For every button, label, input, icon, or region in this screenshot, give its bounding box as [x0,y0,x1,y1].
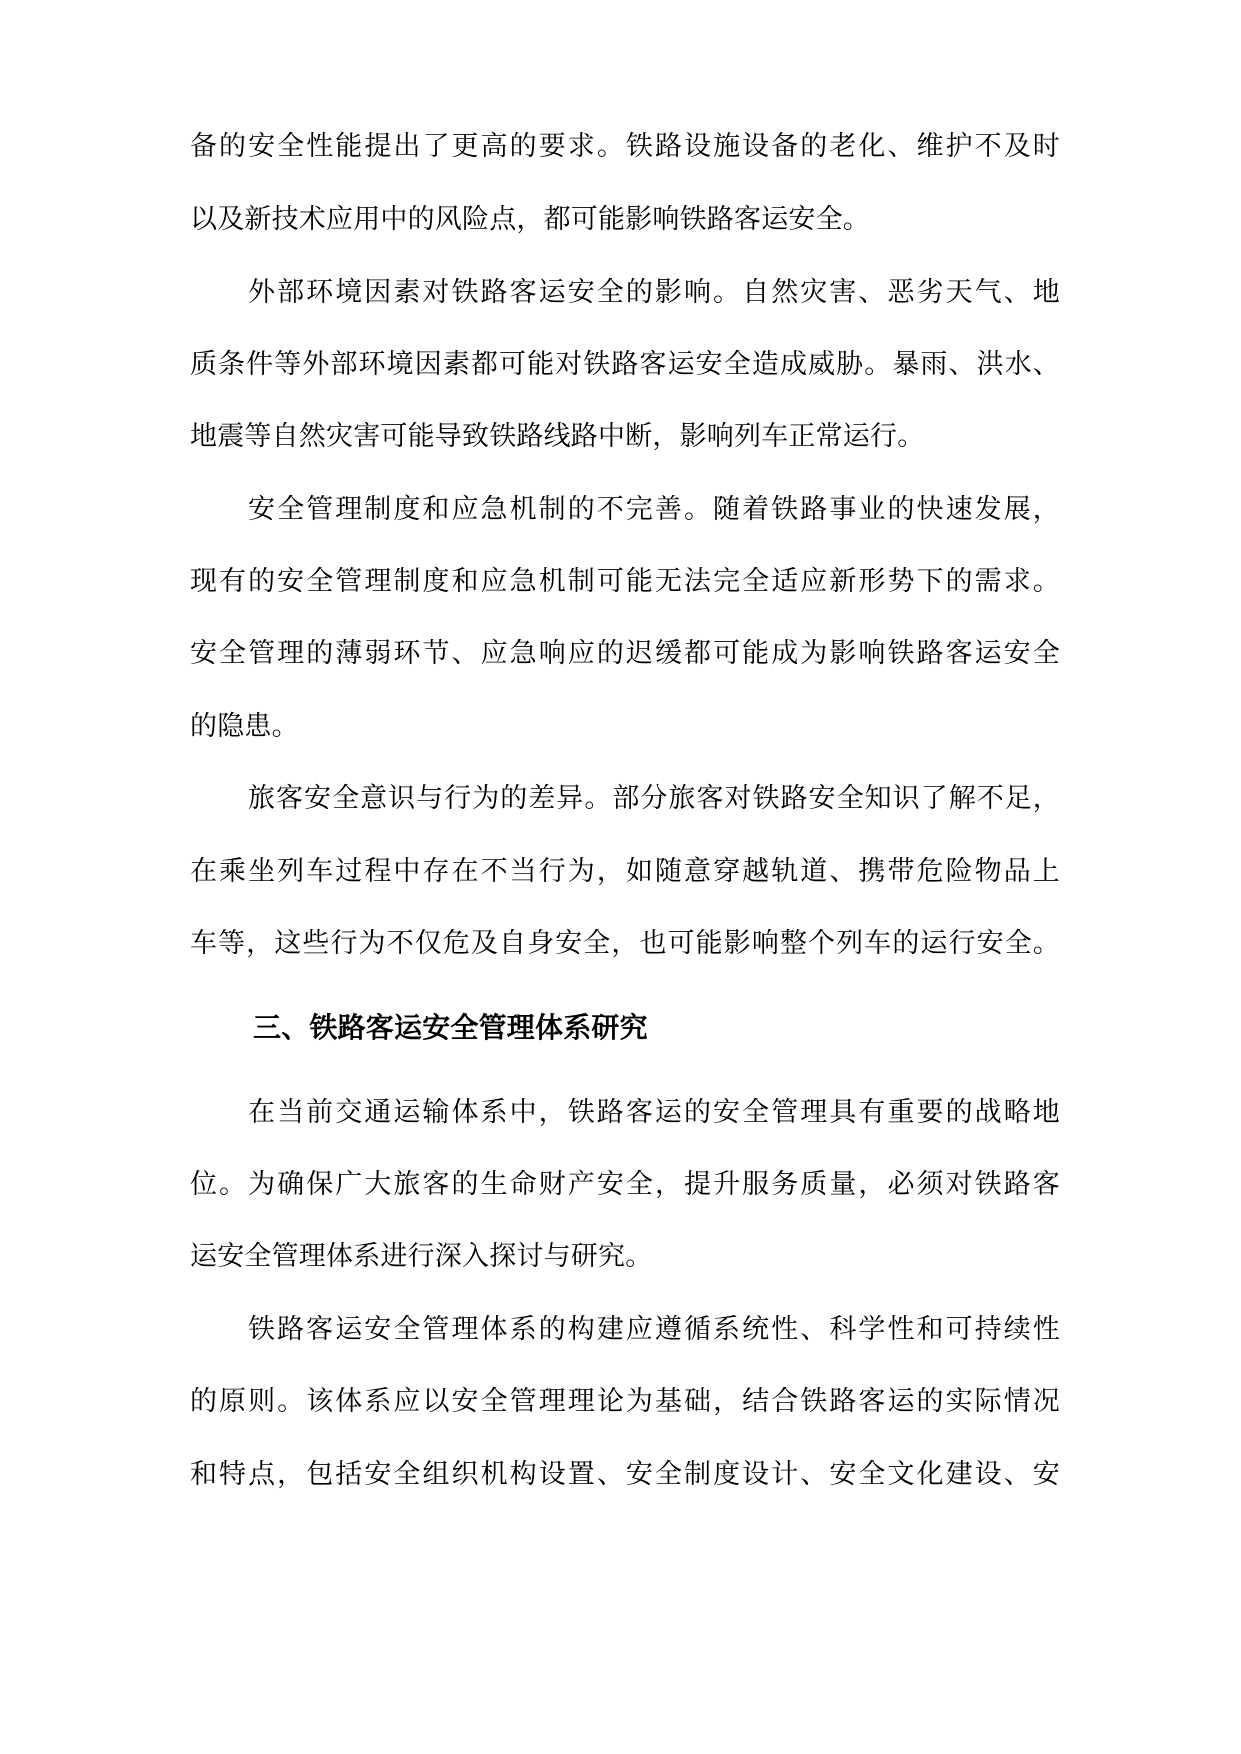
text-line: 安全管理的薄弱环节、应急响应的迟缓都可能成为影响铁路客运安全 [190,638,1060,669]
text-line: 以及新技术应用中的风险点，都可能影响铁路客运安全。 [190,204,870,235]
text-line: 的隐患。 [190,711,299,742]
text-line: 位。为确保广大旅客的生命财产安全，提升服务质量，必须对铁路客 [190,1169,1060,1200]
text-line: 旅客安全意识与行为的差异。部分旅客对铁路安全知识了解不足， [248,783,1060,814]
text-line: 铁路客运安全管理体系的构建应遵循系统性、科学性和可持续性 [248,1314,1060,1345]
text-line: 车等，这些行为不仅危及自身安全，也可能影响整个列车的运行安全。 [190,928,1060,959]
text-line: 和特点，包括安全组织机构设置、安全制度设计、安全文化建设、安 [190,1459,1060,1490]
text-line: 质条件等外部环境因素都可能对铁路客运安全造成威胁。暴雨、洪水、 [190,349,1060,380]
text-line: 在乘坐列车过程中存在不当行为，如随意穿越轨道、携带危险物品上 [190,856,1060,887]
text-line: 在当前交通运输体系中，铁路客运的安全管理具有重要的战略地 [248,1097,1060,1128]
text-line: 安全管理制度和应急机制的不完善。随着铁路事业的快速发展， [248,494,1060,525]
text-line: 地震等自然灾害可能导致铁路线路中断，影响列车正常运行。 [190,421,925,452]
text-line: 的原则。该体系应以安全管理理论为基础，结合铁路客运的实际情况 [190,1386,1060,1417]
text-line: 运安全管理体系进行深入探讨与研究。 [190,1241,653,1272]
text-line: 备的安全性能提出了更高的要求。铁路设施设备的老化、维护不及时 [190,131,1060,162]
section-heading: 三、铁路客运安全管理体系研究 [253,1011,648,1044]
text-line: 现有的安全管理制度和应急机制可能无法完全适应新形势下的需求。 [190,566,1060,597]
text-line: 外部环境因素对铁路客运安全的影响。自然灾害、恶劣天气、地 [248,277,1060,308]
